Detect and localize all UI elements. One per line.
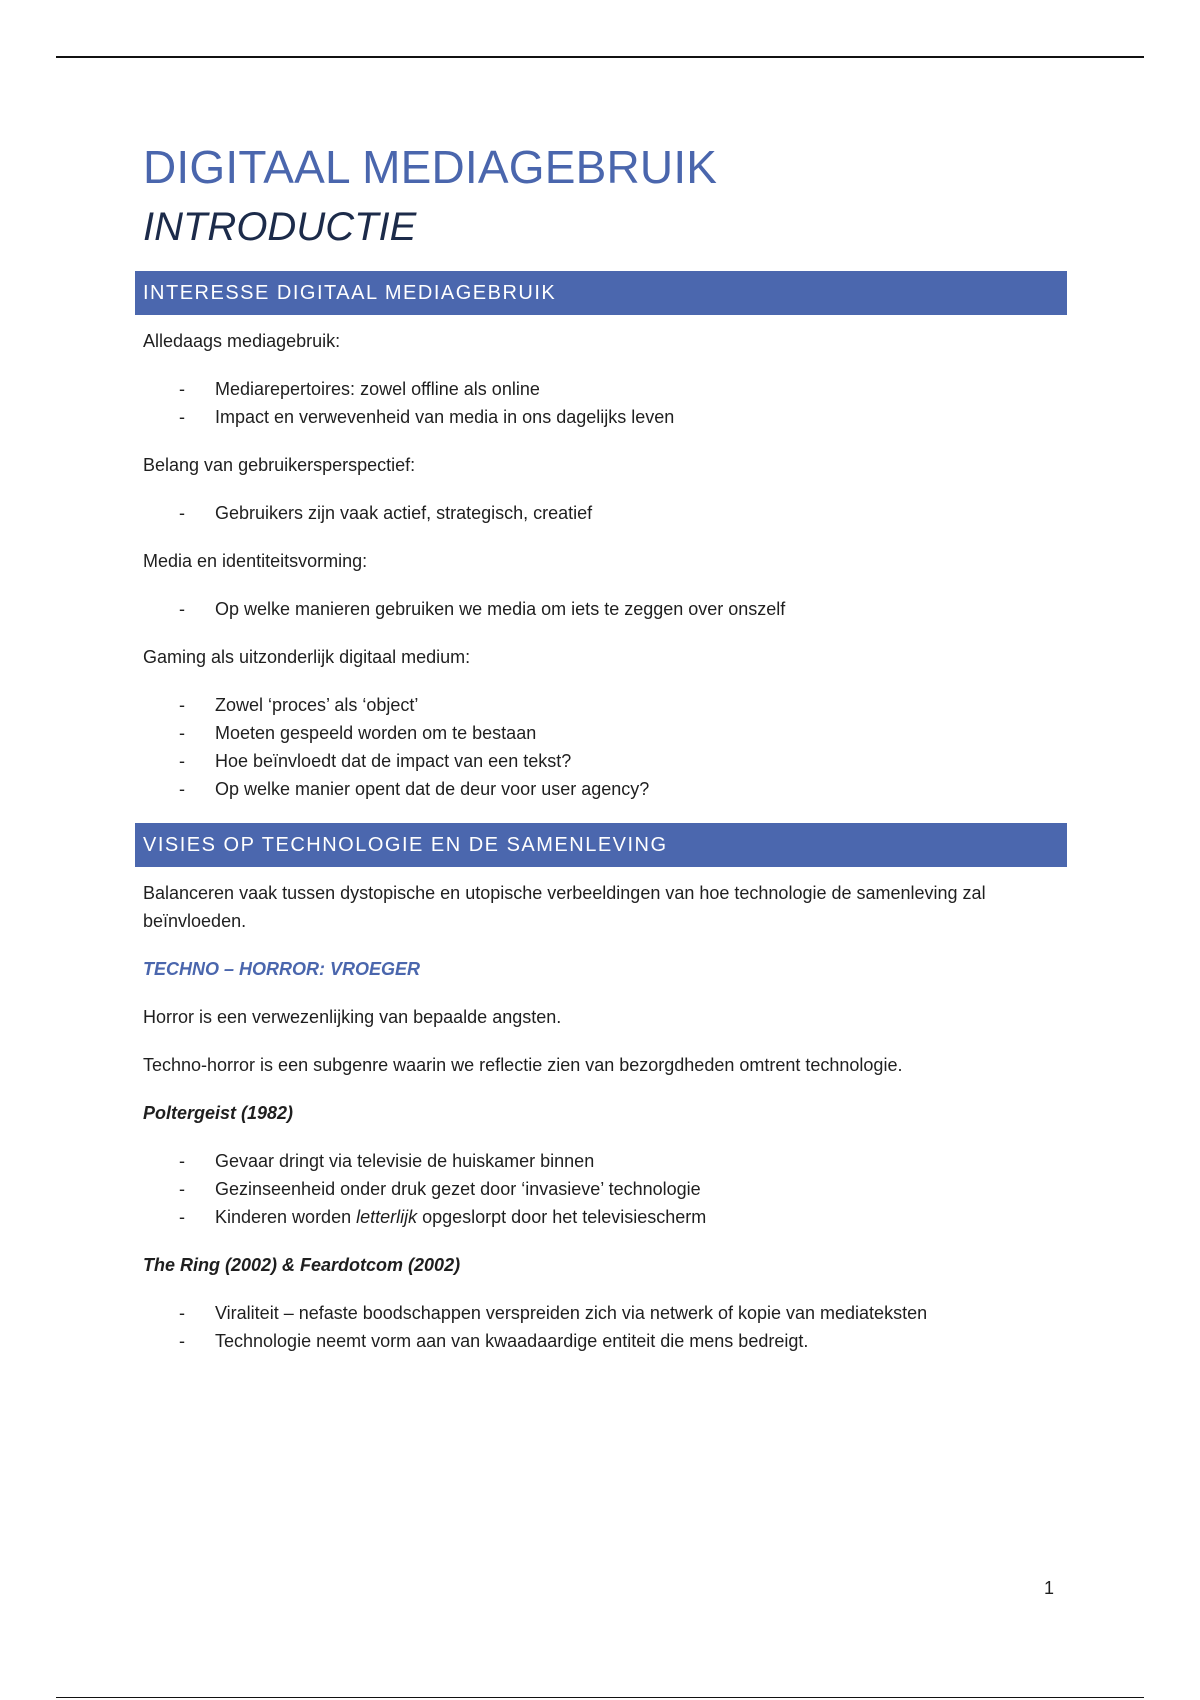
block-label-gaming: Gaming als uitzonderlijk digitaal medium: <box>143 647 471 668</box>
dash-marker: - <box>179 503 185 524</box>
list-item: - Op welke manier opent dat de deur voor user agency? <box>143 775 1063 803</box>
document-title: DIGITAAL MEDIAGEBRUIK <box>143 141 718 193</box>
dash-marker: - <box>179 1331 185 1352</box>
document-page <box>143 140 1063 1375</box>
paragraph-horror: Horror is een verwezenlijking van bepaalde angsten. <box>143 1007 562 1028</box>
work-title-the-ring: The Ring (2002) & Feardotcom (2002) <box>143 1255 461 1276</box>
list-item: - Mediarepertoires: zowel offline als online <box>143 375 1063 403</box>
block-label-identiteit: Media en identiteitsvorming: <box>143 551 368 572</box>
list-item: - Technologie neemt vorm aan van kwaadaardige entiteit die mens bedreigt. <box>143 1327 1063 1355</box>
section-heading-interesse: INTERESSE DIGITAAL MEDIAGEBRUIK <box>135 271 1067 315</box>
emphasis-letterlijk: letterlijk <box>356 1207 418 1228</box>
list-item: - Zowel ‘proces’ als ‘object’ <box>143 691 1063 719</box>
paragraph-techno-horror: Techno-horror is een subgenre waarin we reflectie zien van bezorgdheden omtrent technologie. <box>143 1055 903 1076</box>
section-intro: Balanceren vaak tussen dystopische en utopische verbeeldingen van hoe technologie de samenleving zal beïnvloeden. <box>143 883 986 932</box>
dash-marker: - <box>179 1151 185 1172</box>
list-item: - Gezinseenheid onder druk gezet door ‘invasieve’ technologie <box>143 1175 1063 1203</box>
block-label-alledaags: Alledaags mediagebruik: <box>143 331 341 352</box>
list-item: - Impact en verwevenheid van media in ons dagelijks leven <box>143 403 1063 431</box>
header-rule <box>56 56 1144 58</box>
list-item: - Moeten gespeeld worden om te bestaan <box>143 719 1063 747</box>
dash-marker: - <box>179 599 185 620</box>
list-item: - Viraliteit – nefaste boodschappen verspreiden zich via netwerk of kopie van mediateksten <box>143 1299 1063 1327</box>
dash-marker: - <box>179 695 185 716</box>
section-heading-visies: VISIES OP TECHNOLOGIE EN DE SAMENLEVING <box>135 823 1067 867</box>
list-item: - Hoe beïnvloedt dat de impact van een tekst? <box>143 747 1063 775</box>
work-title-poltergeist: Poltergeist (1982) <box>143 1103 294 1124</box>
list-item: - Kinderen worden letterlijk opgeslorpt door het televisiescherm <box>143 1203 1063 1231</box>
dash-marker: - <box>179 1179 185 1200</box>
list-poltergeist <box>143 1147 1063 1231</box>
dash-marker: - <box>179 1303 185 1324</box>
dash-marker: - <box>179 723 185 744</box>
page-number: 1 <box>1044 1578 1055 1598</box>
document-subtitle: INTRODUCTIE <box>143 205 417 250</box>
list-belang <box>143 499 1063 527</box>
footer-rule <box>56 1697 1144 1698</box>
dash-marker: - <box>179 751 185 772</box>
list-gaming <box>143 691 1063 803</box>
list-item: - Gebruikers zijn vaak actief, strategisch, creatief <box>143 499 1063 527</box>
list-item: - Gevaar dringt via televisie de huiskamer binnen <box>143 1147 1063 1175</box>
list-alledaags <box>143 375 1063 431</box>
list-item: - Op welke manieren gebruiken we media om iets te zeggen over onszelf <box>143 595 1063 623</box>
dash-marker: - <box>179 407 185 428</box>
dash-marker: - <box>179 779 185 800</box>
list-identiteit <box>143 595 1063 623</box>
list-the-ring <box>143 1299 1063 1355</box>
dash-marker: - <box>179 1207 185 1228</box>
block-label-belang: Belang van gebruikersperspectief: <box>143 455 416 476</box>
subsection-heading-techno-horror: TECHNO – HORROR: VROEGER <box>143 959 421 980</box>
dash-marker: - <box>179 379 185 400</box>
